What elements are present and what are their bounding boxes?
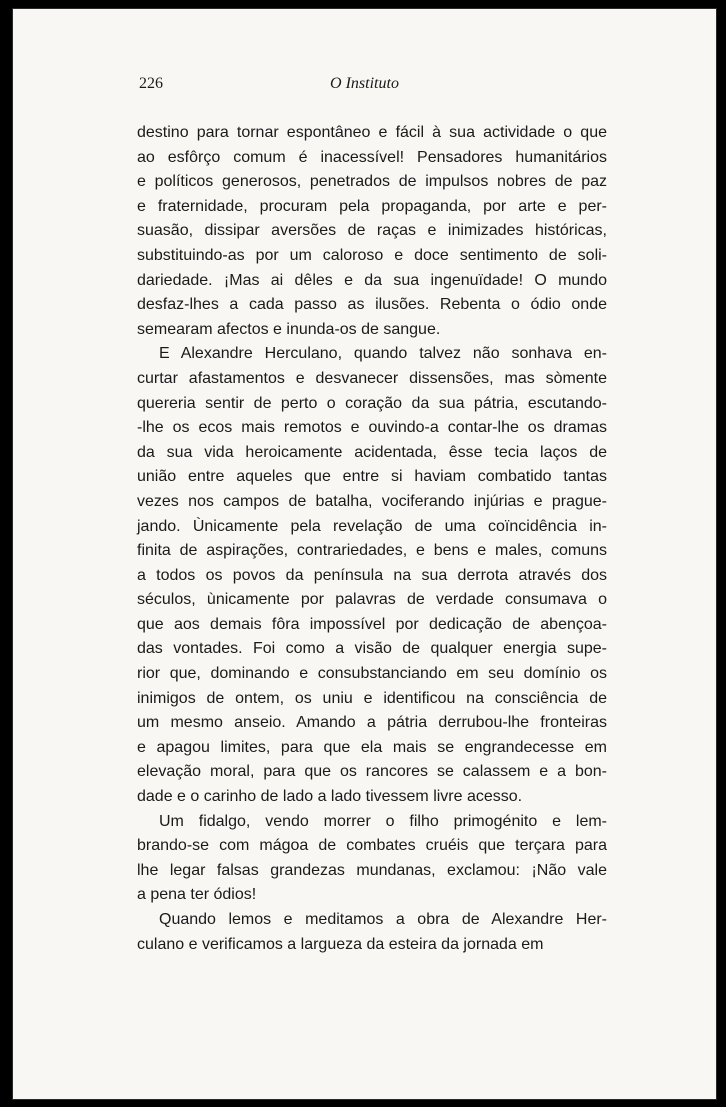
text-line: dade e o carinho de lado a lado tivessem livre acesso. xyxy=(137,788,523,806)
book-page xyxy=(12,8,717,1100)
text-line: ao esfôrço comum é inacessível! Pensadores humanitários xyxy=(137,148,607,166)
text-line: um mesmo anseio. Amando a pátria derrubou-lhe fronteiras xyxy=(137,714,607,732)
text-line: rior que, dominando e consubstanciando em seu domínio os xyxy=(137,665,607,683)
text-line: da sua vida heroicamente acidentada, êsse tecia laços de xyxy=(137,443,607,461)
text-line: brando-se com mágoa de combates cruéis que terçara para xyxy=(137,837,607,855)
text-line: séculos, ùnicamente por palavras de verdade consumava o xyxy=(137,591,607,609)
running-title: O Instituto xyxy=(330,75,399,92)
paragraph xyxy=(137,908,607,957)
paragraph xyxy=(137,810,607,908)
text-line: Um fidalgo, vendo morrer o filho primogénito e lem- xyxy=(159,812,607,830)
text-line: união entre aqueles que entre si haviam combatido tantas xyxy=(137,468,607,486)
paragraph xyxy=(137,121,607,342)
text-line: desfaz-lhes a cada passo as ilusões. Rebenta o ódio onde xyxy=(137,296,607,314)
text-line: jando. Ùnicamente pela revelação de uma coïncidência in- xyxy=(137,517,607,535)
text-line: semearam afectos e inunda-os de sangue. xyxy=(137,320,441,338)
text-line: destino para tornar espontâneo e fácil à sua actividade o que xyxy=(137,124,607,141)
text-line: culano e verificamos a largueza da esteira da jornada em xyxy=(137,935,544,953)
text-line: elevação moral, para que os rancores se calassem e a bon- xyxy=(137,763,607,781)
text-line: que aos demais fôra impossível por dedicação de abençoa- xyxy=(137,615,607,633)
text-line: lhe legar falsas grandezas mundanas, exclamou: ¡Não vale xyxy=(137,861,607,879)
text-line: e fraternidade, procuram pela propaganda, por arte e per- xyxy=(137,197,607,215)
text-line: curtar afastamentos e desvanecer dissensões, mas sòmente xyxy=(137,369,607,387)
text-line: substituindo-as por um caloroso e doce sentimento de soli- xyxy=(137,246,607,264)
text-line: E Alexandre Herculano, quando talvez não sonhava en- xyxy=(159,345,607,363)
page-header xyxy=(13,75,716,99)
page-number: 226 xyxy=(139,75,163,92)
text-line: e políticos generosos, penetrados de impulsos nobres de paz xyxy=(137,173,607,191)
text-line: dariedade. ¡Mas ai dêles e da sua ingenuïdade! O mundo xyxy=(137,271,607,289)
paragraph xyxy=(137,342,607,809)
text-line: vezes nos campos de batalha, vociferando injúrias e prague- xyxy=(137,492,607,510)
text-line: inimigos de ontem, os uniu e identificou na consciência de xyxy=(137,689,607,707)
text-line: finita de aspirações, contrariedades, e bens e males, comuns xyxy=(137,542,607,560)
text-line: -lhe os ecos mais remotos e ouvindo-a contar-lhe os dramas xyxy=(137,419,607,437)
body-text xyxy=(137,121,607,957)
text-line: Quando lemos e meditamos a obra de Alexandre Her- xyxy=(159,911,607,928)
text-line: a pena ter ódios! xyxy=(137,886,257,904)
text-line: das vontades. Foi como a visão de qualquer energia supe- xyxy=(137,640,607,658)
text-line: suasão, dissipar aversões de raças e inimizades históricas, xyxy=(137,222,607,240)
text-line: e apagou limites, para que ela mais se engrandecesse em xyxy=(137,738,607,756)
text-line: a todos os povos da península na sua derrota através dos xyxy=(137,566,607,584)
text-line: quereria sentir de perto o coração da sua pátria, escutando- xyxy=(137,394,607,412)
